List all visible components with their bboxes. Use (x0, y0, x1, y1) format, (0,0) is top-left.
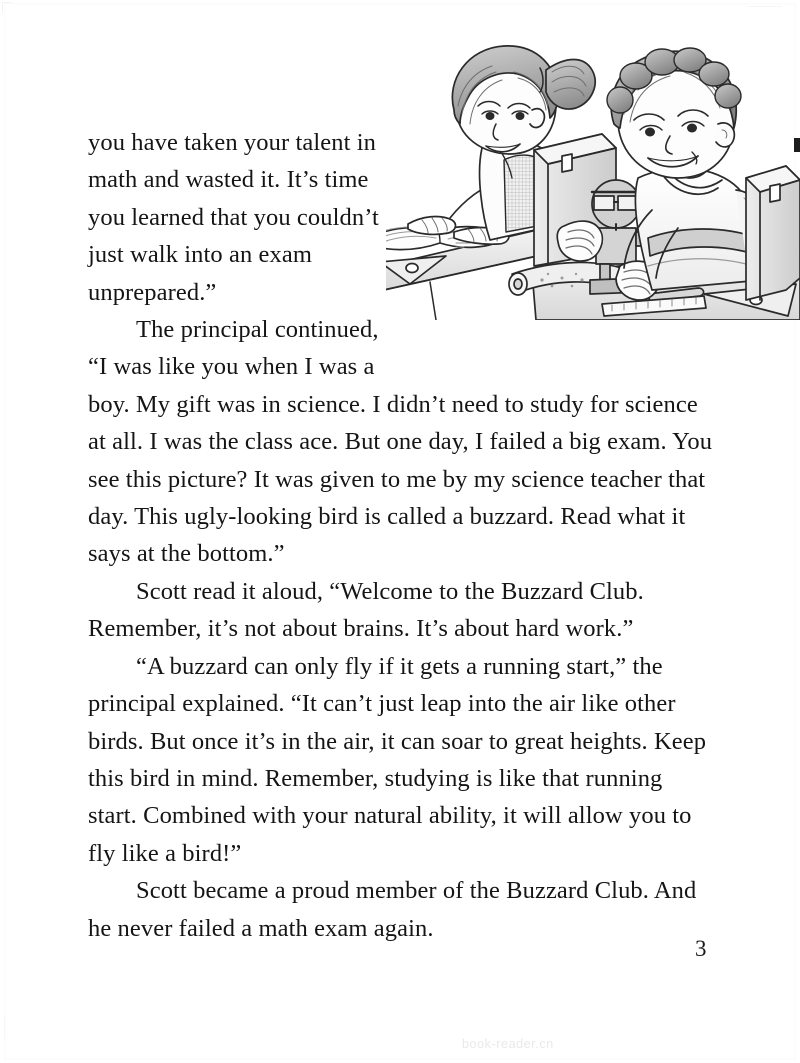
page-corner-mark-top-left (2, 2, 12, 3)
paragraph-2-text: The principal continued, “I was like you when I was a boy. My gift was in science. I didn’t need to study for science at all. I was the class ace. But one day, I failed a big exam. You see this picture? It was given to me by my science teacher that day. This ugly-looking bird is called a buzzard. Read what it says at the bottom.” (88, 316, 713, 568)
page-number: 3 (695, 936, 707, 961)
page-corner-mark-top-left-vertical (2, 2, 3, 12)
illustration-text-gutter (398, 311, 714, 385)
page-edge-mark-bottom-left (4, 1015, 5, 1037)
page-corner-mark-top-right (748, 6, 782, 7)
page-body-text (88, 124, 714, 947)
paragraph-2 (88, 311, 714, 573)
paragraph-5: Scott became a proud member of the Buzzard Club. And he never failed a math exam again. (88, 877, 697, 942)
paragraph-1: you have taken your talent in math and wasted it. It’s time you learned that you couldn’t just walk into an exam unprepared.” (88, 129, 379, 306)
paragraph-3: Scott read it aloud, “Welcome to the Buzzard Club. Remember, it’s not about brains. It’s about hard work.” (88, 577, 644, 643)
paragraph-4: “A buzzard can only fly if it gets a running start,” the principal explained. “It can’t just leap into the air like other birds. But once it’s in the air, it can soar to great heights. Keep this bird in mind. Remember, studying is like that running start. Combined with your natural ability, it will allow you to fly like a bird!” (88, 652, 707, 867)
footer-watermark: book-reader.cn (462, 1037, 554, 1051)
